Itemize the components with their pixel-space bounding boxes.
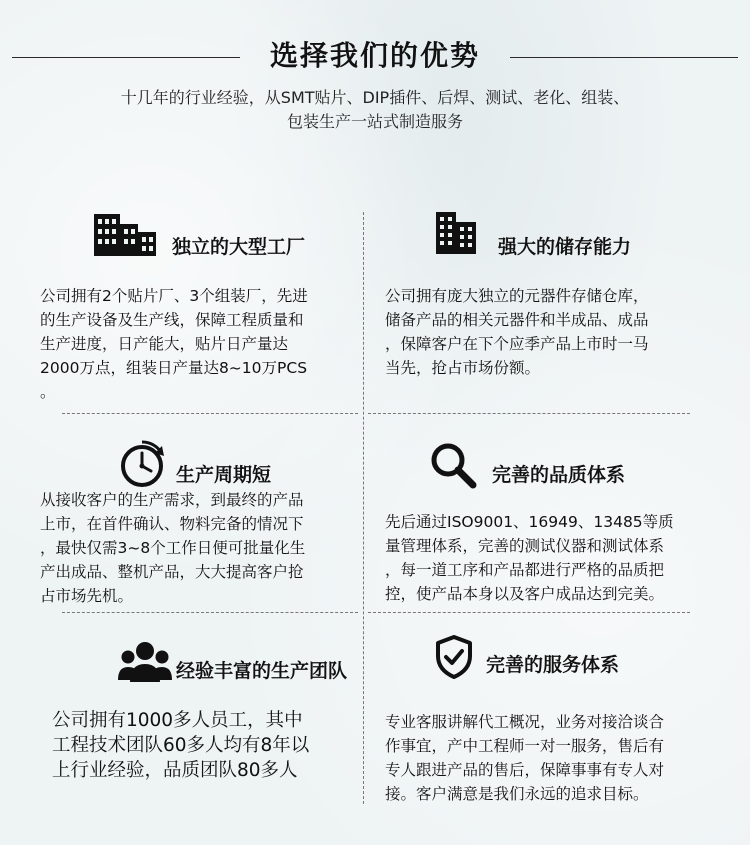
feature-factory-text	[40, 284, 360, 404]
feature-service-title: 完善的服务体系	[486, 654, 620, 676]
row-divider-1-left	[62, 413, 358, 414]
feature-team-title: 经验丰富的生产团队	[176, 660, 348, 682]
text-line: 公司拥有1000多人员工，其中	[52, 710, 303, 731]
text-line: 。	[40, 383, 56, 401]
text-line: ，保障客户在下个应季产品上市时一马	[385, 335, 649, 353]
text-line: 量管理体系，完善的测试仪器和测试体系	[385, 537, 665, 555]
text-line: 生产进度，日产能大，贴片日产量达	[40, 335, 289, 353]
row-divider-2-right	[368, 612, 690, 613]
stopwatch-icon	[118, 440, 166, 492]
page-subtitle	[0, 86, 750, 134]
text-line: 专人跟进产品的售后，保障事事有专人对	[385, 761, 665, 779]
text-line: ，每一道工序和产品都进行严格的品质把	[385, 561, 665, 579]
building-icon	[434, 208, 478, 260]
text-line: 作事宜，产中工程师一对一服务，售后有	[385, 737, 665, 755]
subtitle-line-2: 包装生产一站式制造服务	[286, 112, 463, 131]
feature-storage-title: 强大的储存能力	[498, 236, 632, 258]
text-line: 接。客户满意是我们永远的追求目标。	[385, 785, 649, 803]
text-line: 产出成品、整机产品，大大提高客户抢	[40, 563, 304, 581]
row-divider-1-right	[368, 413, 690, 414]
text-line: 上行业经验，品质团队80多人	[52, 760, 298, 781]
row-divider-2-left	[62, 612, 358, 613]
page-title: 选择我们的优势	[269, 39, 480, 72]
text-line: 控，使产品本身以及客户成品达到完美。	[385, 585, 665, 603]
feature-quality-text	[385, 510, 720, 606]
text-line: 当先，抢占市场份额。	[385, 359, 541, 377]
column-divider	[363, 212, 364, 804]
feature-cycle-title: 生产周期短	[176, 464, 272, 486]
feature-quality-title: 完善的品质体系	[492, 464, 626, 486]
team-icon	[118, 640, 172, 688]
feature-team-text	[52, 708, 358, 783]
feature-cycle-text	[40, 488, 360, 608]
text-line: 公司拥有庞大独立的元器件存储仓库，	[385, 287, 649, 305]
magnifier-icon	[428, 440, 478, 494]
shield-check-icon	[434, 634, 474, 684]
text-line: 公司拥有2个贴片厂、3个组装厂，先进	[40, 287, 308, 305]
feature-factory-title: 独立的大型工厂	[172, 236, 306, 258]
text-line: 专业客服讲解代工概况，业务对接洽谈合	[385, 713, 665, 731]
factory-icon	[92, 210, 158, 262]
text-line: 工程技术团队60多人均有8年以	[52, 735, 310, 756]
text-line: 的生产设备及生产线，保障工程质量和	[40, 311, 304, 329]
feature-service-text	[385, 710, 720, 806]
text-line: 2000万点，组装日产量达8~10万PCS	[40, 359, 308, 377]
text-line: 从接收客户的生产需求，到最终的产品	[40, 491, 304, 509]
feature-storage-text	[385, 284, 715, 380]
text-line: 储备产品的相关元器件和半成品、成品	[385, 311, 649, 329]
text-line: ，最快仅需3~8个工作日便可批量化生	[40, 539, 306, 557]
text-line: 先后通过ISO9001、16949、13485等质	[385, 513, 674, 531]
text-line: 上市，在首件确认、物料完备的情况下	[40, 515, 304, 533]
text-line: 占市场先机。	[40, 587, 134, 605]
subtitle-line-1: 十几年的行业经验，从SMT贴片、DIP插件、后焊、测试、老化、组装、	[120, 88, 630, 107]
